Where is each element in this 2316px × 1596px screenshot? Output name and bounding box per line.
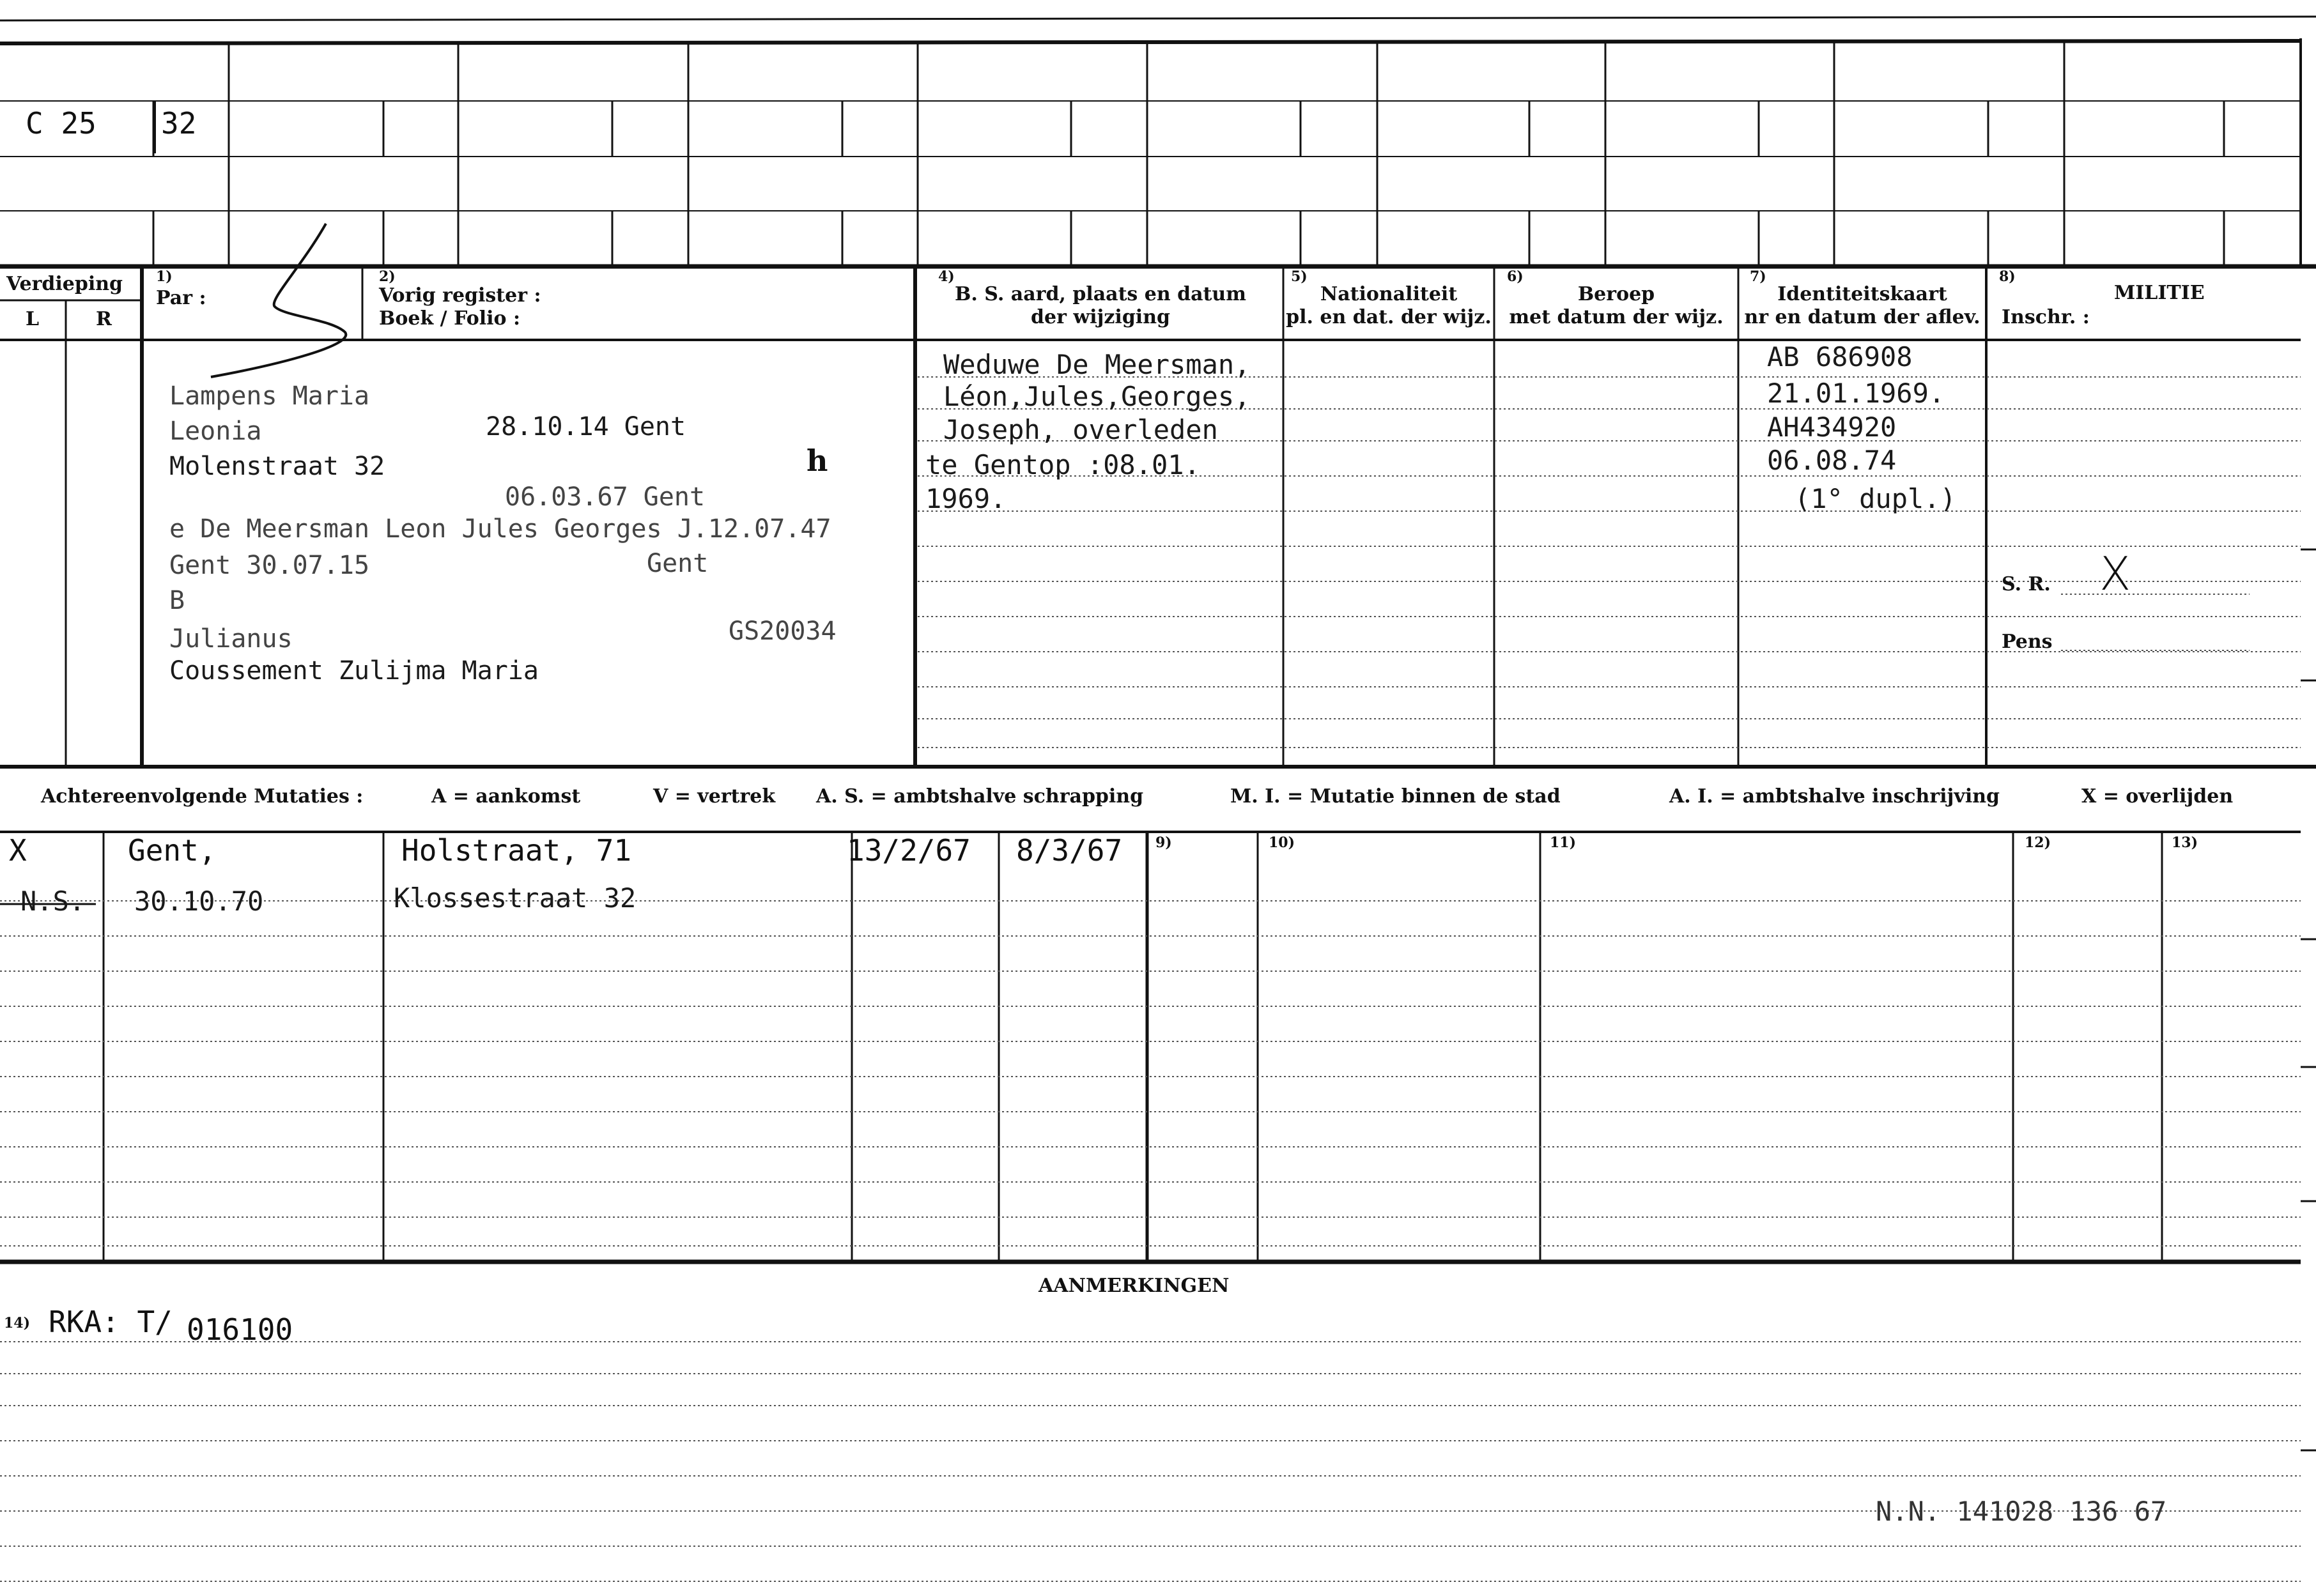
aanmerkingen-rka: RKA: T/: [49, 1305, 173, 1339]
mut-row1-type: X: [9, 833, 27, 868]
header-beroep-number: 6): [1507, 268, 1524, 285]
header-nat-line2: pl. en dat. der wijz.: [1286, 306, 1492, 328]
person-line9: Coussement Zulijma Maria: [169, 656, 539, 686]
header-id-line2: nr en datum der aflev.: [1744, 306, 1980, 328]
header-r: R: [96, 308, 112, 330]
header-verdieping: Verdieping: [6, 273, 123, 295]
person-line8a: Julianus: [169, 624, 293, 654]
header-par: Par :: [156, 287, 206, 309]
header-militie-number: 8): [1999, 268, 2016, 285]
header-vorig-register: Vorig register :: [379, 284, 541, 307]
person-line8b: GS20034: [729, 617, 837, 646]
aanmerkingen-number: 14): [4, 1315, 31, 1331]
mut-row1-street: Holstraat, 71: [401, 833, 632, 868]
person-line6b: Gent: [647, 549, 709, 578]
mut-row2-street: Klossestraat 32: [394, 882, 637, 914]
bs-entry-4: te Gentop :08.01.: [925, 449, 1200, 480]
legend-ambtshalve-schrapping: A. S. = ambtshalve schrapping: [816, 785, 1144, 808]
person-line4: 06.03.67 Gent: [505, 482, 706, 512]
mut-col11-number: 11): [1550, 834, 1577, 851]
mutations-title: Achtereenvolgende Mutaties :: [41, 785, 364, 808]
aanmerkingen-nn: N.N. 141028 136 67: [1876, 1496, 2167, 1527]
header-l: L: [26, 308, 40, 330]
legend-vertrek: V = vertrek: [653, 785, 776, 808]
bs-entry-5: 1969.: [925, 483, 1007, 514]
legend-mutatie-stad: M. I. = Mutatie binnen de stad: [1230, 785, 1561, 808]
top-grid-number: 32: [161, 106, 197, 141]
mut-col9-number: 9): [1155, 834, 1172, 851]
person-line2b: 28.10.14 Gent: [486, 412, 686, 441]
header-bs-line2: der wijziging: [1031, 306, 1170, 328]
person-line6a: Gent 30.07.15: [169, 551, 370, 580]
header-nat-line1: Nationaliteit: [1320, 283, 1458, 305]
top-grid-code: C 25: [26, 106, 96, 141]
header-vorig-number: 2): [379, 268, 396, 285]
bs-entry-2: Léon,Jules,Georges,: [943, 381, 1251, 412]
header-bs-number: 4): [938, 268, 955, 285]
header-id-line1: Identiteitskaart: [1777, 283, 1947, 305]
legend-overlijden: X = overlijden: [2081, 785, 2234, 808]
mut-row1-date1: 13/2/67: [847, 833, 971, 868]
mut-col13-number: 13): [2172, 834, 2198, 851]
header-inschr: Inschr. :: [2002, 306, 2090, 328]
bs-entry-1: Weduwe De Meersman,: [943, 349, 1251, 380]
sr-mark: X: [2099, 547, 2131, 601]
handwritten-par-mark: [211, 224, 346, 377]
header-sr: S. R.: [2002, 573, 2051, 595]
mut-row2-type: N.S.: [20, 886, 86, 917]
header-bs-line1: B. S. aard, plaats en datum: [955, 283, 1246, 305]
person-line2a: Leonia: [169, 417, 262, 446]
person-line3b: h: [807, 443, 828, 478]
person-line3a: Molenstraat 32: [169, 452, 385, 481]
bs-entry-3: Joseph, overleden: [943, 414, 1218, 445]
header-nat-number: 5): [1291, 268, 1308, 285]
person-line5: e De Meersman Leon Jules Georges J.12.07.47: [169, 514, 831, 544]
header-militie: MILITIE: [2114, 282, 2205, 304]
header-par-number: 1): [156, 268, 173, 285]
mut-row1-place: Gent,: [128, 833, 217, 868]
mut-col10-number: 10): [1269, 834, 1295, 851]
id-entry-5: (1° dupl.): [1795, 483, 1956, 514]
mut-row2-date: 30.10.70: [134, 886, 264, 917]
aanmerkingen-rka-number: 016100: [187, 1312, 293, 1347]
header-boek-folio: Boek / Folio :: [379, 307, 521, 330]
id-entry-1: AB 686908: [1767, 341, 1913, 372]
id-entry-4: 06.08.74: [1767, 445, 1897, 476]
person-line7: B: [169, 586, 185, 615]
header-id-number: 7): [1750, 268, 1766, 285]
header-pens: Pens: [2002, 631, 2053, 653]
header-beroep-line2: met datum der wijz.: [1509, 306, 1724, 328]
mut-row1-date2: 8/3/67: [1016, 833, 1123, 868]
legend-ambtshalve-inschrijving: A. I. = ambtshalve inschrijving: [1669, 785, 2000, 808]
person-line1: Lampens Maria: [169, 381, 370, 411]
id-entry-2: 21.01.1969.: [1767, 378, 1945, 409]
legend-aankomst: A = aankomst: [431, 785, 581, 808]
id-entry-3: AH434920: [1767, 411, 1897, 443]
mut-col12-number: 12): [2025, 834, 2051, 851]
aanmerkingen-title: AANMERKINGEN: [1038, 1275, 1230, 1297]
header-beroep-line1: Beroep: [1577, 283, 1655, 305]
